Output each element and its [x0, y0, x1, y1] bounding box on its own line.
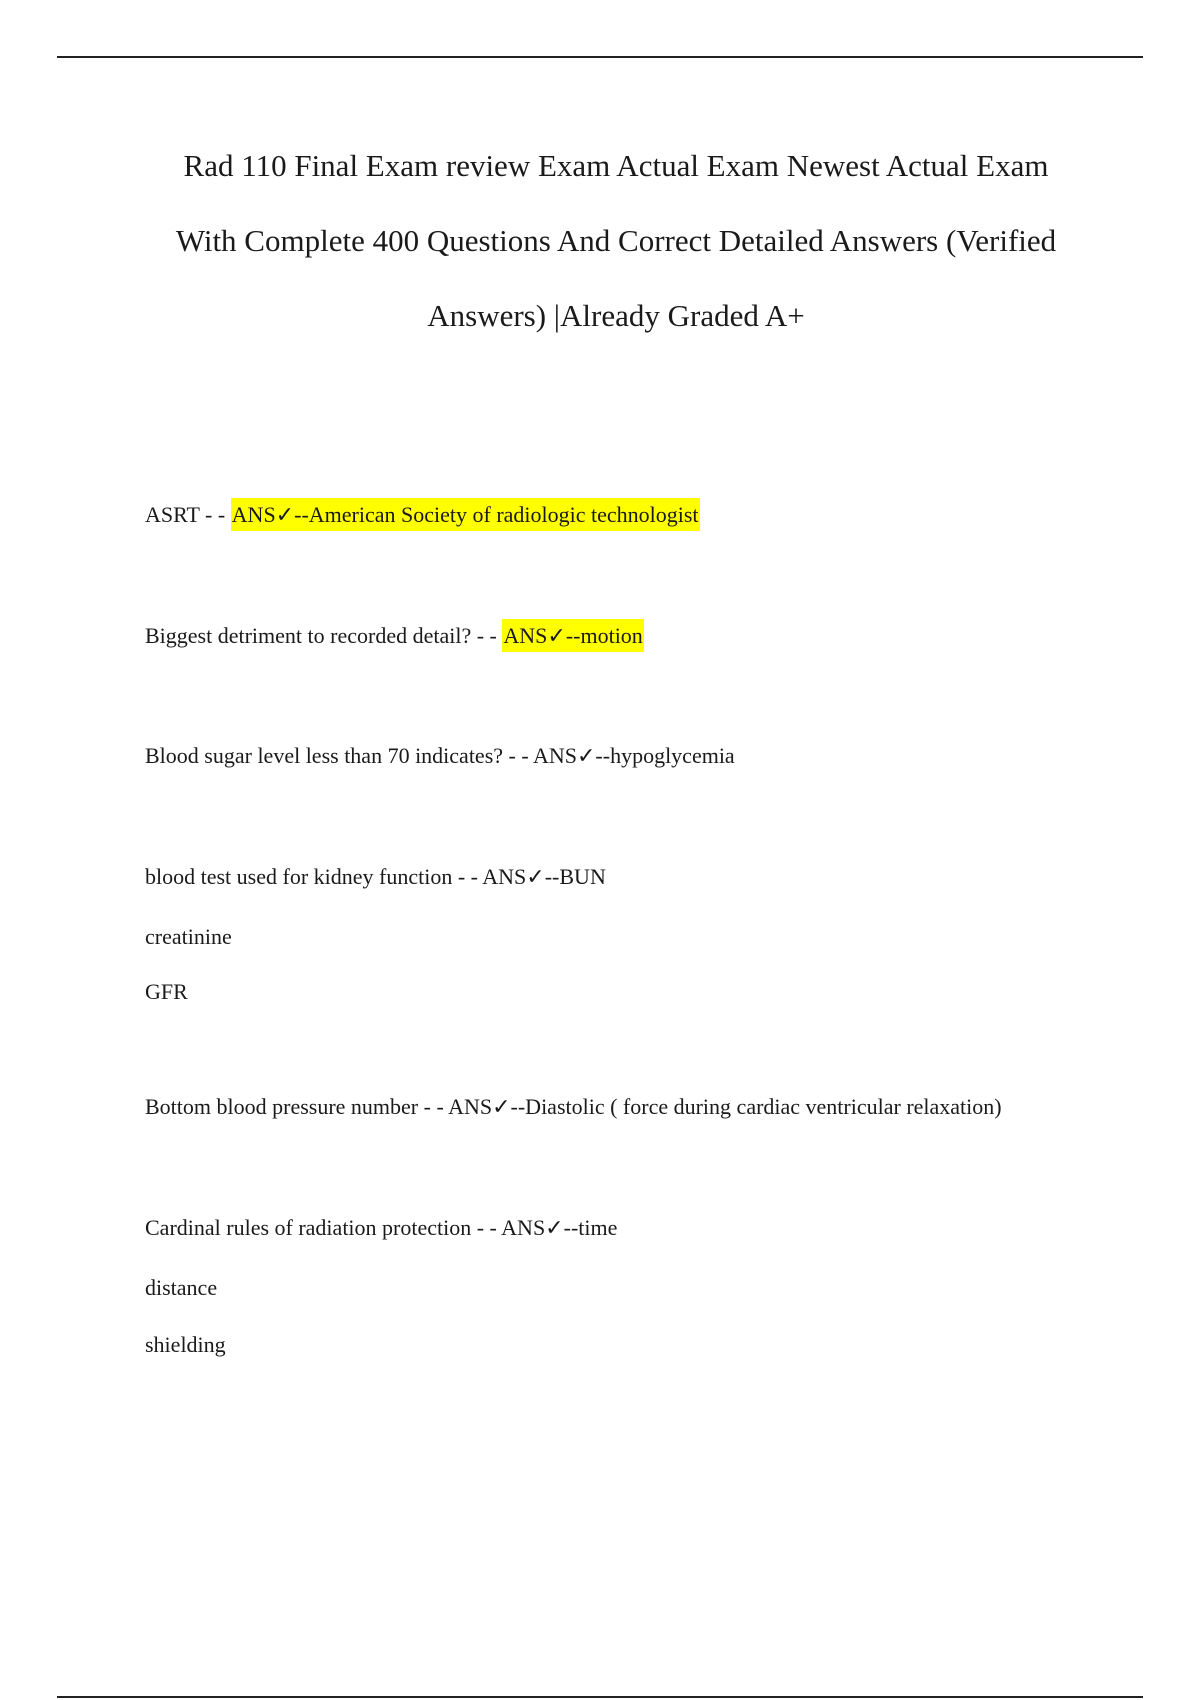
title-line-3: Answers) |Already Graded A+: [427, 298, 805, 333]
question-text: Cardinal rules of radiation protection - -: [145, 1215, 502, 1240]
answer-text: ANS✓--time: [501, 1215, 618, 1240]
header-rule: [57, 56, 1143, 58]
title-line-2: With Complete 400 Questions And Correct Detailed Answers (Verified: [175, 223, 1057, 258]
qa-entry-blood-pressure: [145, 1092, 1002, 1122]
qa-entry-radiation-protection: [145, 1213, 617, 1243]
question-text: Biggest detriment to recorded detail? - -: [145, 623, 503, 648]
answer-continuation-line: distance: [145, 1275, 218, 1300]
document-title: [100, 128, 1132, 353]
answer-text: ANS✓--hypoglycemia: [532, 743, 735, 768]
question-text: ASRT - -: [145, 502, 231, 527]
qa-entry-kidney-function: [145, 862, 606, 892]
qa-entry-asrt: [145, 500, 700, 530]
question-text: Bottom blood pressure number - -: [145, 1094, 449, 1119]
highlighted-answer: ANS✓--motion: [502, 619, 643, 652]
title-line-1: Rad 110 Final Exam review Exam Actual Exam Newest Actual Exam: [183, 148, 1049, 183]
question-text: blood test used for kidney function - -: [145, 864, 483, 889]
answer-continuation-line: shielding: [145, 1332, 226, 1357]
qa-entry-recorded-detail: [145, 621, 644, 651]
answer-text: ANS✓--Diastolic ( force during cardiac ventricular relaxation): [448, 1094, 1002, 1119]
answer-continuation-line: creatinine: [145, 924, 232, 949]
answer-text: ANS✓--BUN: [482, 864, 606, 889]
highlighted-answer: ANS✓--American Society of radiologic technologist: [231, 498, 700, 531]
qa-entry-blood-sugar: [145, 741, 735, 771]
answer-continuation-line: GFR: [145, 979, 188, 1004]
footer-rule: [57, 1696, 1143, 1698]
question-text: Blood sugar level less than 70 indicates? - -: [145, 743, 533, 768]
